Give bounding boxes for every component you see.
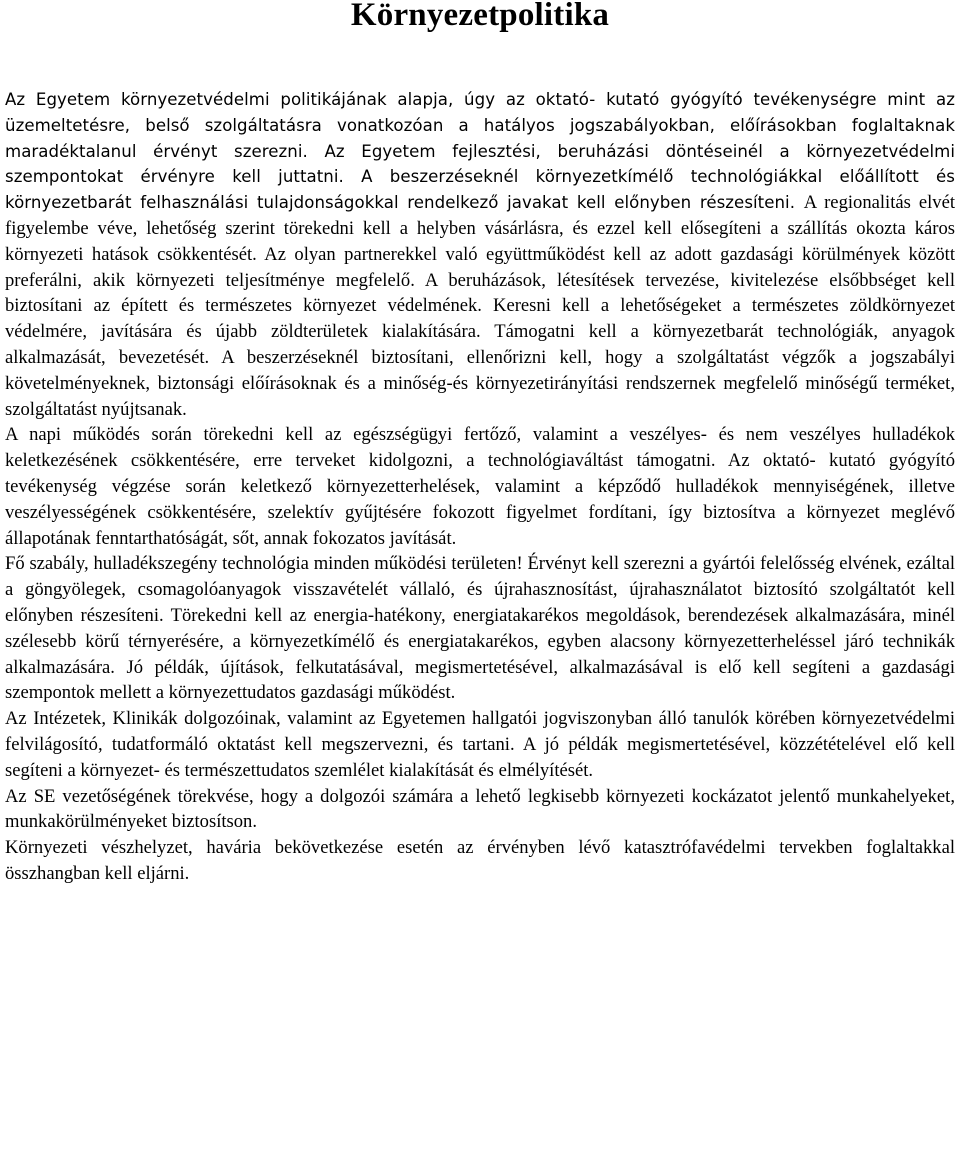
document-body xyxy=(5,87,955,887)
paragraph-education xyxy=(5,706,955,783)
paragraph-text-serif: A regionalitás elvét figyelembe véve, lehetőség szerint törekedni kell a helyben vásárlásra, és ezzel kell elősegíteni a szállítás okozta káros környezeti hatások csökkentését. Az olyan partnerekkel való együttműködést kell az adott gazdasági körülmények között preferálni, akik környezeti teljesítménye megfelelő. A beruházások, létesítések tervezése, kivitelezése elsőbbséget kell biztosítani az épített és természetes környezet védelmének. Keresni kell a lehetőségeket a természetes zöldkörnyezet védelmére, javítására és újabb zöldterületek kialakítására. Támogatni kell a környezetbarát technológiák, anyagok alkalmazását, bevezetését. A beszerzéseknél biztosítani, ellenőrizni kell, hogy a szolgáltatást végzők a jogszabályi követelményeknek, biztonsági előírásoknak és a minőség-és környezetirányítási rendszernek megfelelő minőségű terméket, szolgáltatást nyújtsanak. xyxy=(5,192,955,420)
paragraph-policy-basis xyxy=(5,87,955,422)
paragraph-text: Az Intézetek, Klinikák dolgozóinak, valamint az Egyetemen hallgatói jogviszonyban álló tanulók körében környezetvédelmi felvilágosító, tudatformáló oktatást kell megszervezni, és tartani. A jó példák megismertetésével, közzétételével elő kell segíteni a környezet- és természettudatos szemlélet kialakítását és elmélyítését. xyxy=(5,708,955,781)
paragraph-text: Fő szabály, hulladékszegény technológia minden működési területen! Érvényt kell szerezni a gyártói felelősség elvének, ezáltal a göngyölegek, csomagolóanyagok visszavételét vállaló, és újrahasznosítást, újrahasználatot biztosító szolgáltatót kell előnyben részesíteni. Törekedni kell az energia-hatékony, energiatakarékos megoldások, berendezések alkalmazására, minél szélesebb körű térnyerésére, a környezetkímélő és energiatakarékos, egyben alacsony környezetterheléssel járó technikák alkalmazására. Jó példák, újítások, felkutatásával, megismertetésével, alkalmazásával is elő kell segíteni a gazdasági szempontok mellett a környezettudatos gazdasági működést. xyxy=(5,553,955,704)
page-title: Környezetpolitika xyxy=(350,0,610,33)
paragraph-low-waste-technology xyxy=(5,551,955,706)
paragraph-text: Környezeti vészhelyzet, havária bekövetkezése esetén az érvényben lévő katasztrófavédelmi tervekben foglaltakkal összhangban kell eljárni. xyxy=(5,837,955,884)
paragraph-emergency xyxy=(5,835,955,887)
paragraph-management-goal xyxy=(5,784,955,836)
paragraph-waste-reduction xyxy=(5,422,955,551)
paragraph-text: A napi működés során törekedni kell az egészségügyi fertőző, valamint a veszélyes- és nem veszélyes hulladékok keletkezésének csökkentésére, erre terveket kidolgozni, a technológiaváltást támogatni. Az oktató- kutató gyógyító tevékenység végzése során keletkező környezetterhelések, valamint a képződő hulladékok mennyiségének, illetve veszélyességének csökkentésére, szelektív gyűjtésére fokozott figyelmet fordítani, így biztosítva a környezet meglévő állapotának fenntarthatóságát, sőt, annak fokozatos javítását. xyxy=(5,424,955,549)
paragraph-text-sans: Az Egyetem környezetvédelmi politikájának alapja, úgy az oktató- kutató gyógyító tevékenységre mint az üzemeltetésre, belső szolgáltatásra vonatkozóan a hatályos jogszabályokban, előírásokban foglaltaknak maradéktalanul érvényt szerezni. Az Egyetem fejlesztési, beruházási döntéseinél a környezetvédelmi szempontokat érvényre kell juttatni. A beszerzéseknél környezetkímélő technológiákkal előállított és környezetbarát felhasználási tulajdonságokkal rendelkező javakat kell előnyben részesíteni. xyxy=(5,90,955,213)
paragraph-text: Az SE vezetőségének törekvése, hogy a dolgozói számára a lehető legkisebb környezeti kockázatot jelentő munkahelyeket, munkakörülményeket biztosítson. xyxy=(5,785,955,833)
